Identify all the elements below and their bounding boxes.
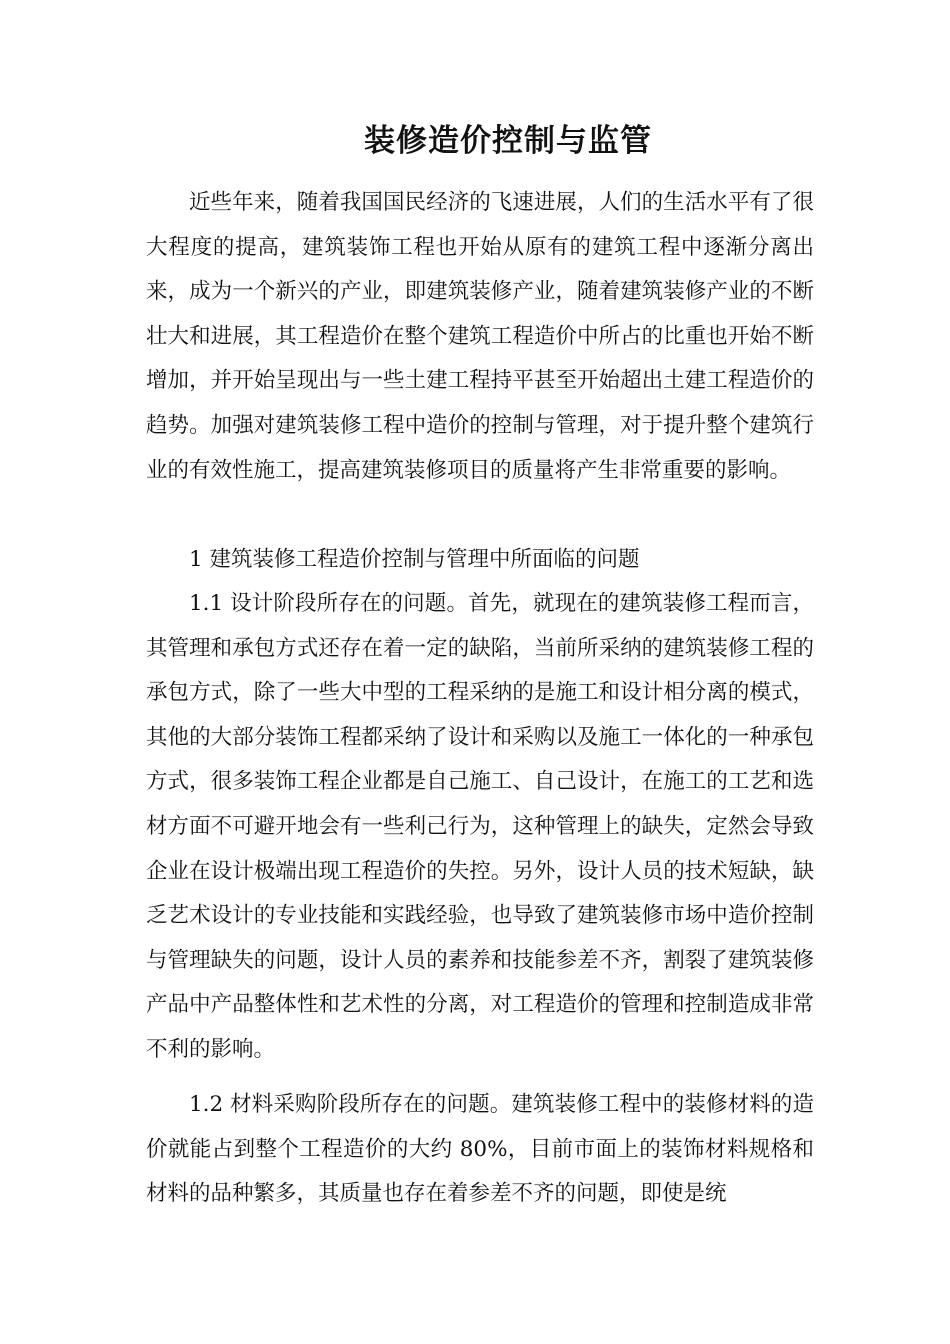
intro-paragraph: 近些年来，随着我国国民经济的飞速进展，人们的生活水平有了很大程度的提高，建筑装饰工程也开始从原有的建筑工程中逐渐分离出来，成为一个新兴的产业，即建筑装修产业，随着建筑装修产业的不断壮大和进展，其工程造价在整个建筑工程造价中所占的比重也开始不断增加，并开始呈现出与一些土建工程持平甚至开始超出土建工程造价的趋势。加强对建筑装修工程中造价的控制与管理，对于提升整个建筑行业的有效性施工，提高建筑装修项目的质量将产生非常重要的影响。 xyxy=(146,190,814,483)
document-title: 装修造价控制与监管 xyxy=(364,123,652,159)
section-1-1-paragraph: 1.1 设计阶段所存在的问题。首先，就现在的建筑装修工程而言，其管理和承包方式还存在着一定的缺陷，当前所采纳的建筑装修工程的承包方式，除了一些大中型的工程采纳的是施工和设计相分离的模式，其他的大部分装饰工程都采纳了设计和采购以及施工一体化的一种承包方式，很多装饰工程企业都是自己施工、自己设计，在施工的工艺和选材方面不可避开地会有一些利己行为，这种管理上的缺失，定然会导致企业在设计极端出现工程造价的失控。另外，设计人员的技术短缺，缺乏艺术设计的专业技能和实践经验，也导致了建筑装修市场中造价控制与管理缺失的问题，设计人员的素养和技能参差不齐，割裂了建筑装修产品中产品整体性和艺术性的分离，对工程造价的管理和控制造成非常不利的影响。 xyxy=(146,591,814,1062)
section-1-2-paragraph: 1.2 材料采购阶段所存在的问题。建筑装修工程中的装修材料的造价就能占到整个工程造价的大约 80%，目前市面上的装饰材料规格和材料的品种繁多，其质量也存在着参差不齐的问题，即使是统 xyxy=(146,1092,814,1207)
section-heading: 1 建筑装修工程造价控制与管理中所面临的问题 xyxy=(189,547,640,572)
